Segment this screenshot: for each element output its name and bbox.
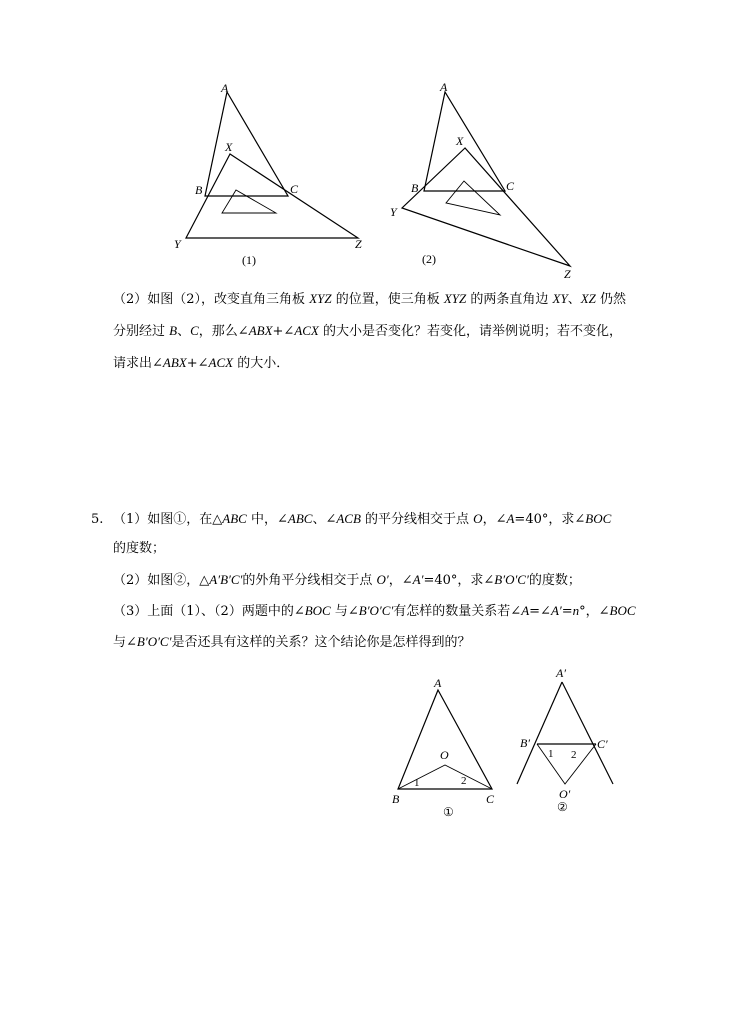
q5-line2 <box>113 539 165 559</box>
label-a: A <box>440 80 448 94</box>
figure-caption-circle-1: ① <box>443 805 454 819</box>
text: （2）如图②，△ <box>113 573 210 588</box>
text: 、∠ <box>312 512 337 527</box>
inner-triangle <box>446 181 500 215</box>
text: 的大小是否变化？若变化，请举例说明；若不变化， <box>318 324 623 339</box>
text: XZ <box>580 291 596 306</box>
label-c-prime: C′ <box>597 737 608 751</box>
text: +∠ <box>272 324 295 339</box>
text: O′ <box>376 572 389 587</box>
text: =∠ <box>529 604 551 619</box>
text: C <box>190 323 199 338</box>
text: ACB <box>336 511 361 526</box>
triangle-abc <box>205 92 288 196</box>
text: B′O′C′ <box>358 603 394 618</box>
text: +∠ <box>186 356 209 371</box>
label-y: Y <box>390 205 397 219</box>
label-b: B <box>411 181 419 195</box>
text: 与∠ <box>330 604 359 619</box>
text: B <box>169 323 178 338</box>
text: B′O′C′ <box>494 572 529 587</box>
text: ，∠ <box>388 573 413 588</box>
text: 的度数； <box>113 541 166 556</box>
figure-caption-1: (1) <box>242 253 256 267</box>
triangle-abc <box>398 690 492 789</box>
text: XY <box>552 291 568 306</box>
figure-angle-bisector-1 <box>388 672 508 822</box>
q5-line3 <box>113 570 581 591</box>
figure-caption-circle-2: ② <box>557 800 568 814</box>
text: ACX <box>208 355 234 370</box>
text: 的大小． <box>233 356 290 371</box>
q4-part2-line2 <box>113 321 622 342</box>
angle-1: 1 <box>548 748 554 760</box>
text: 与∠ <box>113 635 137 650</box>
text: A′ <box>412 572 424 587</box>
text: A′B′C′ <box>209 572 243 587</box>
label-c: C <box>290 182 299 196</box>
side-a-c-extended <box>562 682 613 784</box>
text: BOC <box>304 603 331 618</box>
text: 、 <box>567 292 581 307</box>
text: XYZ <box>443 291 467 306</box>
label-a-prime: A′ <box>556 666 566 680</box>
label-c: C <box>506 179 515 193</box>
text: 请求出∠ <box>113 356 163 371</box>
text: ABC <box>287 511 313 526</box>
text: O <box>473 511 483 526</box>
text: ，∠ <box>482 512 507 527</box>
text: °，∠ <box>579 604 610 619</box>
label-a: A <box>221 81 229 95</box>
triangle-xyz <box>402 148 570 266</box>
q5-line1 <box>91 509 611 530</box>
figure-angle-bisector-2 <box>510 660 620 820</box>
label-b: B <box>392 792 400 806</box>
bisector-bo-co <box>398 765 492 789</box>
text: =40°，求∠ <box>423 573 495 588</box>
text: A′ <box>550 603 562 618</box>
side-a-b-extended <box>517 682 562 784</box>
label-o-prime: O′ <box>559 787 571 801</box>
label-z: Z <box>564 267 571 281</box>
text: XYZ <box>309 291 332 306</box>
q5-line4 <box>113 601 636 622</box>
text: ABC <box>222 511 247 526</box>
text: 有怎样的数量关系若∠ <box>393 604 522 619</box>
figure-caption-2: (2) <box>422 252 436 266</box>
text: ABX <box>248 323 273 338</box>
exterior-bisectors <box>537 744 596 784</box>
inner-triangle <box>222 190 276 213</box>
text: （3）上面（1）、（2）两题中的∠ <box>113 604 305 619</box>
angle-2: 2 <box>571 749 577 761</box>
angle-1: 1 <box>414 777 420 789</box>
text: 的两条直角边 <box>466 292 553 307</box>
text: ABX <box>162 355 187 370</box>
text: 中，∠ <box>246 512 288 527</box>
q4-part2-line1 <box>113 289 626 310</box>
angle-2: 2 <box>461 775 467 787</box>
figure-triangle-board-1 <box>170 78 370 274</box>
question-number: 5. <box>91 512 104 527</box>
text: = <box>561 604 573 619</box>
text: （2）如图（2），改变直角三角板 <box>113 292 310 307</box>
label-b-prime: B′ <box>520 736 530 750</box>
text: ，那么∠ <box>198 324 249 339</box>
figure-triangle-board-2 <box>388 78 588 280</box>
text: ACX <box>294 323 319 338</box>
label-b: B <box>195 183 203 197</box>
text: 的度数； <box>528 573 581 588</box>
text: 分别经过 <box>113 324 170 339</box>
label-a: A <box>434 676 442 690</box>
label-z: Z <box>355 237 362 251</box>
label-o: O <box>440 748 449 762</box>
text: A <box>521 603 530 618</box>
label-c: C <box>486 792 495 806</box>
text: BOC <box>609 603 636 618</box>
text: （1）如图①，在△ <box>113 512 223 527</box>
q5-line5 <box>113 632 470 653</box>
text: =40°，求∠ <box>514 512 586 527</box>
text: B′O′C′ <box>136 634 172 649</box>
text: n <box>572 603 580 618</box>
text: BOC <box>585 511 612 526</box>
text: 仍然 <box>595 292 627 307</box>
text: 的平分线相交于点 <box>360 512 474 527</box>
text: 的位置，使三角板 <box>331 292 444 307</box>
text: 的外角平分线相交于点 <box>242 573 377 588</box>
label-x: X <box>225 140 233 154</box>
q4-part2-line3 <box>113 353 289 374</box>
label-x: X <box>456 134 464 148</box>
text: 、 <box>177 324 191 339</box>
label-y: Y <box>174 237 181 251</box>
text: 是否还具有这样的关系？这个结论你是怎样得到的？ <box>171 635 471 650</box>
text: A <box>506 511 515 526</box>
